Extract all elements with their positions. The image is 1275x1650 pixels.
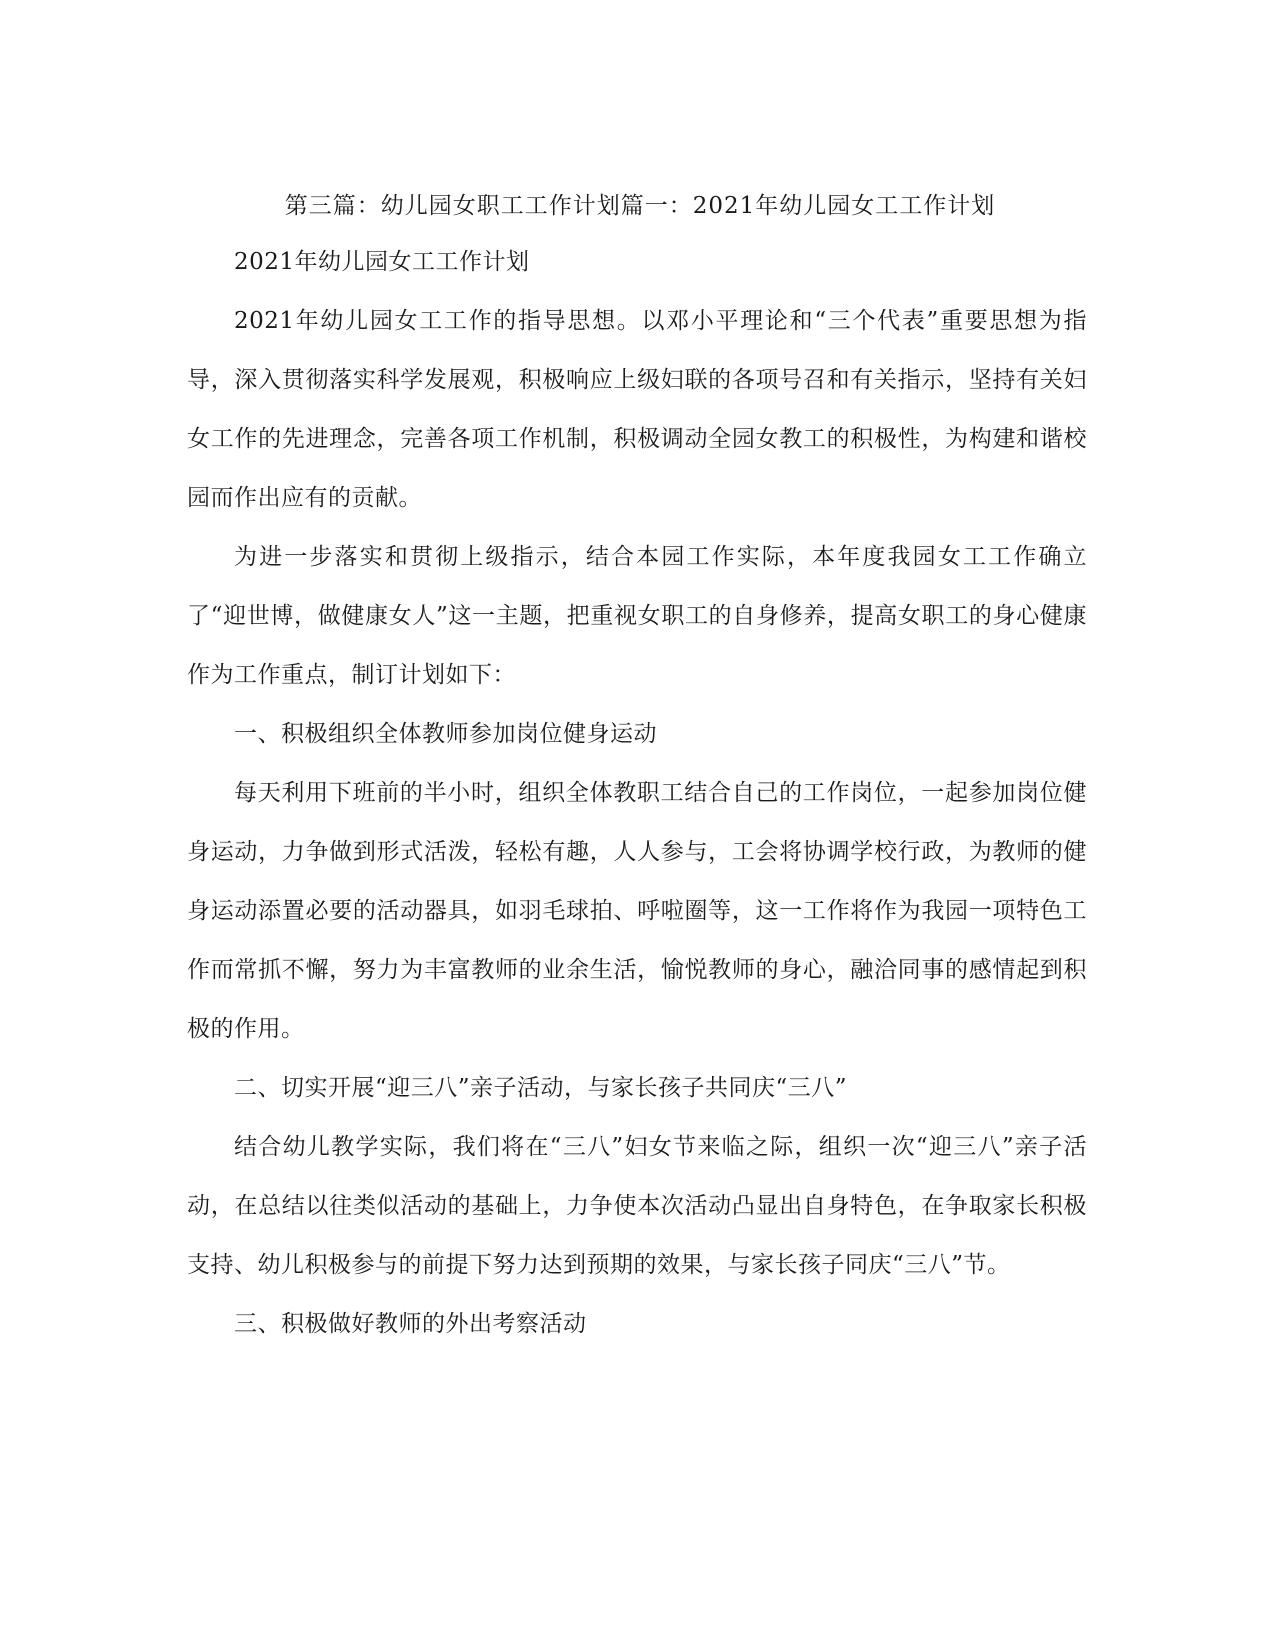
paragraph-guiding-ideology: 2021年幼儿园女工工作的指导思想。以邓小平理论和“三个代表”重要思想为指导，深入贯彻落实科学发展观，积极响应上级妇联的各项号召和有关指示，坚持有关妇女工作的先进理念，完善各项工作机制，积极调动全园女教工的积极性，为构建和谐校园而作出应有的贡献。 <box>187 308 1087 511</box>
paragraph-theme: 为进一步落实和贯彻上级指示，结合本园工作实际，本年度我园女工工作确立了“迎世博，做健康女人”这一主题，把重视女职工的自身修养，提高女职工的身心健康作为工作重点，制订计划如下： <box>187 544 1087 688</box>
paragraph-section-1: 每天利用下班前的半小时，组织全体教职工结合自己的工作岗位，一起参加岗位健身运动，力争做到形式活泼，轻松有趣，人人参与，工会将协调学校行政，为教师的健身运动添置必要的活动器具，如羽毛球拍、呼啦圈等，这一工作将作为我园一项特色工作而常抓不懈，努力为丰富教师的业余生活，愉悦教师的身心，融洽同事的感情起到积极的作用。 <box>187 780 1087 1042</box>
section-heading-3: 三、积极做好教师的外出考察活动 <box>234 1311 587 1337</box>
paragraph-plan-heading: 2021年幼儿园女工工作计划 <box>234 249 530 275</box>
section-heading-1: 一、积极组织全体教师参加岗位健身运动 <box>234 721 657 747</box>
section-heading-2: 二、切实开展“迎三八”亲子活动，与家长孩子共同庆“三八” <box>234 1075 848 1101</box>
paragraph-section-2: 结合幼儿教学实际，我们将在“三八”妇女节来临之际，组织一次“迎三八”亲子活动，在总结以往类似活动的基础上，力争使本次活动凸显出自身特色，在争取家长积极支持、幼儿积极参与的前提下努力达到预期的效果，与家长孩子同庆“三八”节。 <box>187 1134 1087 1278</box>
document-body <box>187 233 1087 1354</box>
document-title: 第三篇：幼儿园女职工工作计划篇一：2021年幼儿园女工工作计划 <box>284 193 996 219</box>
